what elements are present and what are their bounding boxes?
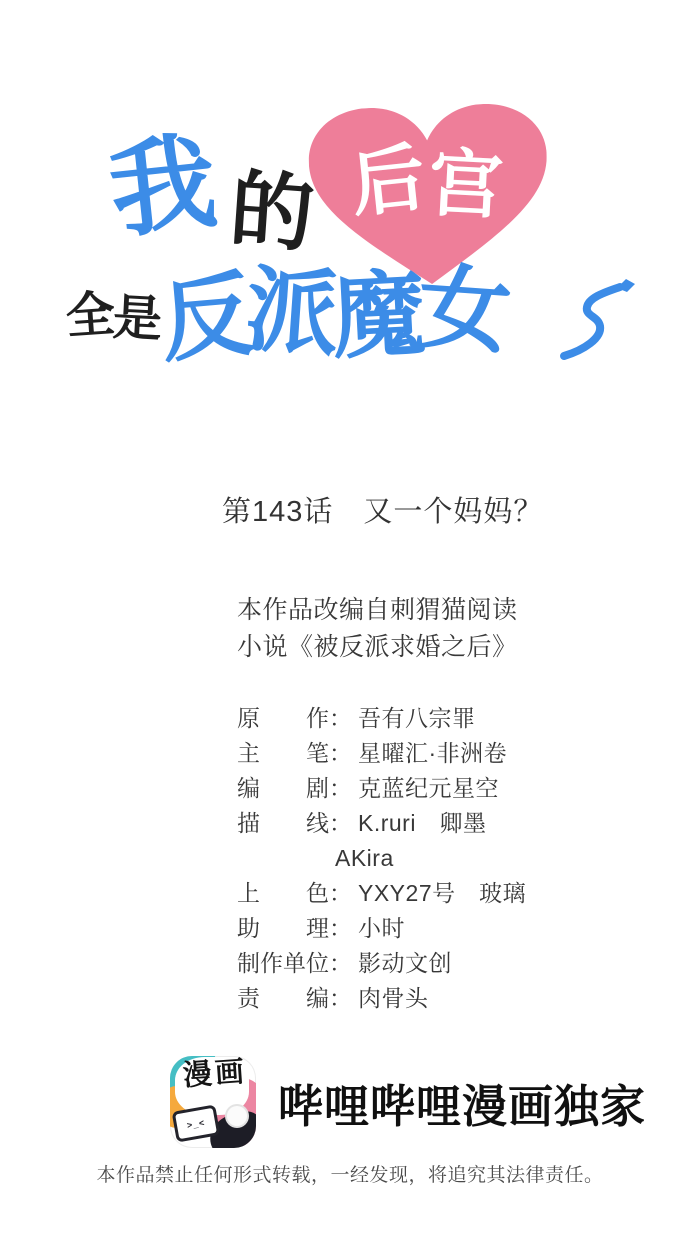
credits-list [237,701,526,1016]
series-title-logo [0,0,700,430]
credit-colon: ： [329,740,352,766]
credit-row [237,841,526,876]
publisher-name: 哔哩哔哩漫画独家 [278,1081,647,1132]
credit-colon: ： [329,880,352,906]
icon-paw-shape [227,1106,247,1126]
credit-row [237,701,526,736]
credit-role-label: 上色 [237,880,329,906]
adaptation-line-2: 小说《被反派求婚之后》 [237,633,518,661]
credit-role-label: 助理 [237,915,329,941]
credit-role-label: 责编 [237,985,329,1011]
credit-person-name: 小时 [358,915,405,941]
adaptation-line-1: 本作品改编自刺猬猫阅读 [237,596,518,624]
title-line2-prefix: 全是 [64,287,162,348]
credit-role-label: 编剧 [237,775,329,801]
credit-person-name: YXY27号 玻璃 [358,880,527,906]
credit-row [237,736,526,771]
credit-colon: ： [329,775,352,801]
credit-row [237,946,526,981]
credit-colon: ： [329,810,352,836]
credit-person-name: 影动文创 [358,950,452,976]
credit-role-label: 主笔 [237,740,329,766]
credit-row [237,806,526,841]
credit-person-name: K.ruri 卿墨 [358,810,487,836]
credit-row [237,876,526,911]
credit-row [237,771,526,806]
credit-colon: ： [329,950,352,976]
bilibili-tv-icon: >_< [172,1104,221,1142]
credit-role-label: 原作 [237,705,329,731]
credit-person-name: 肉骨头 [358,985,429,1011]
credit-colon: ： [329,985,352,1011]
title-line2-main: 反派魔女 [156,255,508,374]
credit-role-label: 制作单位 [237,950,329,976]
title-char-wo: 我 [104,122,222,252]
title-heart-word: 后宫 [346,135,509,228]
credit-colon: ： [329,705,352,731]
credit-person-name: 星曜汇·非洲卷 [358,740,508,766]
credit-row [237,911,526,946]
chapter-heading: 第143话 又一个妈妈？ [222,496,544,528]
adaptation-note [237,592,518,666]
copyright-notice: 本作品禁止任何形式转载，一经发现，将追究其法律责任。 [96,1165,604,1186]
credit-person-name: 克蓝纪元星空 [358,775,499,801]
credit-person-name: AKira [335,845,394,871]
icon-manhua-word: 漫画 [181,1056,249,1093]
credit-role-label: 描线 [237,810,329,836]
title-char-de: 的 [226,162,318,262]
credit-colon: ： [329,915,352,941]
bilibili-comics-app-icon [170,1056,256,1148]
publisher-row [170,1056,646,1148]
credit-row [237,981,526,1016]
devil-tail-icon [550,276,645,361]
credit-person-name: 吾有八宗罪 [358,705,476,731]
